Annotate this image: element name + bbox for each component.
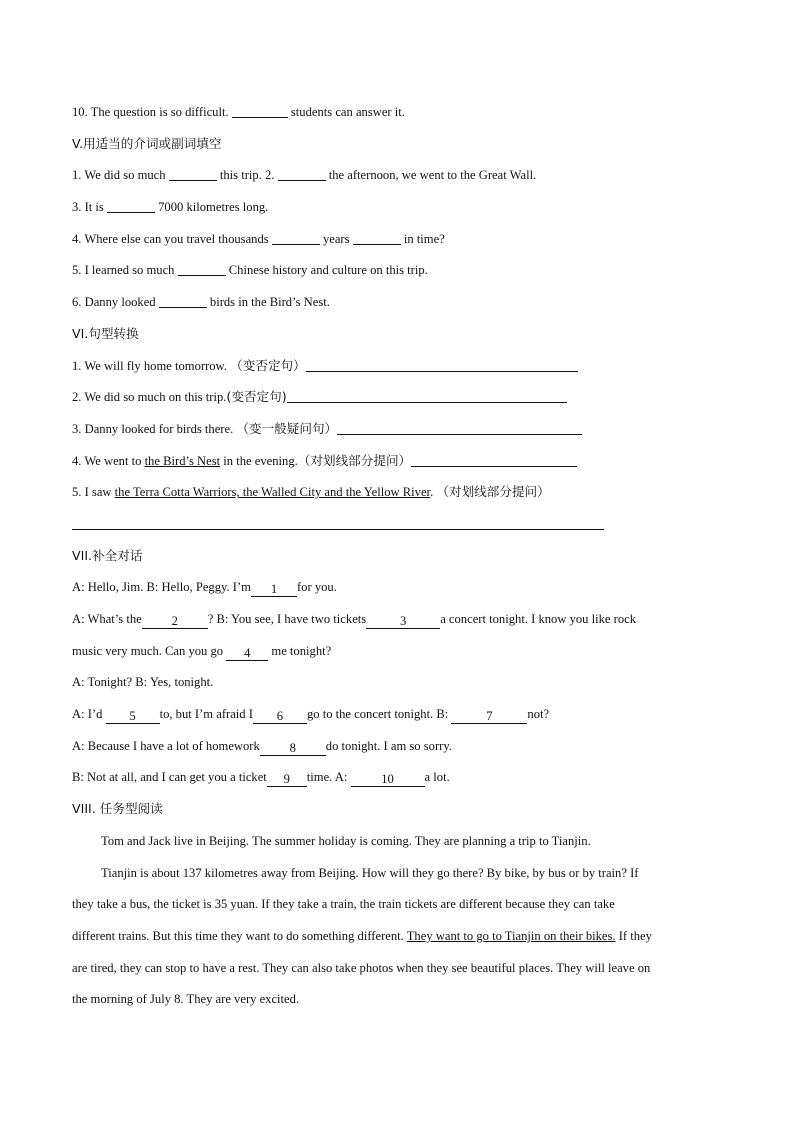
s7-line-6: A: Because I have a lot of homework 8 do tonight. I am so sorry. bbox=[72, 738, 452, 755]
blank-3[interactable]: 3 bbox=[366, 614, 440, 629]
section-7-title: VII.补全对话 bbox=[72, 547, 143, 563]
reading-paragraph-2-line-3: different trains. But this time they want to do something different. They want to go to Tianjin on their bikes. If they bbox=[72, 928, 652, 943]
answer-blank[interactable] bbox=[287, 388, 567, 403]
reading-paragraph-2-line-2: they take a bus, the ticket is 35 yuan. If they take a train, the train tickets are different because they can take bbox=[72, 897, 615, 912]
answer-blank[interactable] bbox=[306, 357, 578, 372]
s6-answer-line bbox=[72, 512, 722, 544]
s5-line-6: 6. Danny looked birds in the Bird’s Nest. bbox=[72, 295, 330, 310]
answer-blank[interactable] bbox=[353, 230, 401, 245]
s7-line-2: A: What’s the 2 ? B: You see, I have two tickets 3 a concert tonight. I know you like rock bbox=[72, 612, 637, 628]
reading-paragraph-2-line-5: the morning of July 8. They are very excited. bbox=[72, 992, 300, 1007]
s6-line-1: 1. We will fly home tomorrow. （变否定句） bbox=[72, 354, 722, 386]
s5-line-3: 3. It is 7000 kilometres long. bbox=[72, 200, 269, 215]
s5-line-1: 1. We did so much this trip. 2. the afternoon, we went to the Great Wall. bbox=[72, 168, 537, 183]
question-10: 10. The question is so difficult. students can answer it. bbox=[72, 105, 405, 119]
section-6-title: VI.句型转换 bbox=[72, 325, 139, 341]
blank-5[interactable]: 5 bbox=[106, 709, 160, 724]
blank-9[interactable]: 9 bbox=[267, 772, 307, 787]
blank-6[interactable]: 6 bbox=[253, 709, 307, 724]
answer-blank[interactable] bbox=[232, 103, 288, 118]
answer-blank[interactable] bbox=[272, 230, 320, 245]
reading-paragraph-2-line-4: are tired, they can stop to have a rest. They can also take photos when they see beautiful places. They will leave on bbox=[72, 960, 651, 975]
answer-blank[interactable] bbox=[411, 452, 577, 467]
blank-8[interactable]: 8 bbox=[260, 741, 326, 756]
s7-line-3: music very much. Can you go 4 me tonight? bbox=[72, 643, 332, 660]
answer-blank[interactable] bbox=[169, 166, 217, 181]
section-8-title: VIII. 任务型阅读 bbox=[72, 801, 163, 817]
blank-1[interactable]: 1 bbox=[251, 582, 297, 597]
s6-line-3: 3. Danny looked for birds there. （变一般疑问句） bbox=[72, 417, 722, 449]
blank-4[interactable]: 4 bbox=[226, 646, 268, 661]
reading-paragraph-2-line-1: Tianjin is about 137 kilometres away from Beijing. How will they go there? By bike, by bus or by train? If bbox=[101, 865, 639, 880]
s7-line-5: A: I’d 5 to, but I’m afraid I 6 go to the concert tonight. B: 7 not? bbox=[72, 707, 550, 724]
answer-blank[interactable] bbox=[107, 198, 155, 213]
s6-line-2: 2. We did so much on this trip.(变否定句) bbox=[72, 385, 722, 417]
answer-blank[interactable] bbox=[72, 515, 604, 530]
s5-line-5: 5. I learned so much Chinese history and culture on this trip. bbox=[72, 263, 428, 278]
worksheet bbox=[72, 100, 722, 1019]
section-5-title: V.用适当的介词或副词填空 bbox=[72, 135, 222, 151]
answer-blank[interactable] bbox=[178, 261, 226, 276]
blank-2[interactable]: 2 bbox=[142, 614, 208, 629]
s6-line-5: 5. I saw the Terra Cotta Warriors, the Walled City and the Yellow River. （对划线部分提问） bbox=[72, 484, 550, 500]
s6-line-4: 4. We went to the Bird’s Nest in the evening.（对划线部分提问） bbox=[72, 449, 722, 481]
blank-10[interactable]: 10 bbox=[351, 772, 425, 787]
reading-paragraph-1: Tom and Jack live in Beijing. The summer holiday is coming. They are planning a trip to Tianjin. bbox=[101, 833, 591, 848]
s5-line-4: 4. Where else can you travel thousands years in time? bbox=[72, 231, 445, 246]
blank-7[interactable]: 7 bbox=[451, 709, 527, 724]
s7-line-7: B: Not at all, and I can get you a ticket 9 time. A: 10 a lot. bbox=[72, 770, 450, 787]
s7-line-4: A: Tonight? B: Yes, tonight. bbox=[72, 675, 214, 690]
answer-blank[interactable] bbox=[337, 420, 582, 435]
answer-blank[interactable] bbox=[278, 166, 326, 181]
s7-line-1: A: Hello, Jim. B: Hello, Peggy. I’m 1 for you. bbox=[72, 580, 337, 597]
answer-blank[interactable] bbox=[159, 293, 207, 308]
